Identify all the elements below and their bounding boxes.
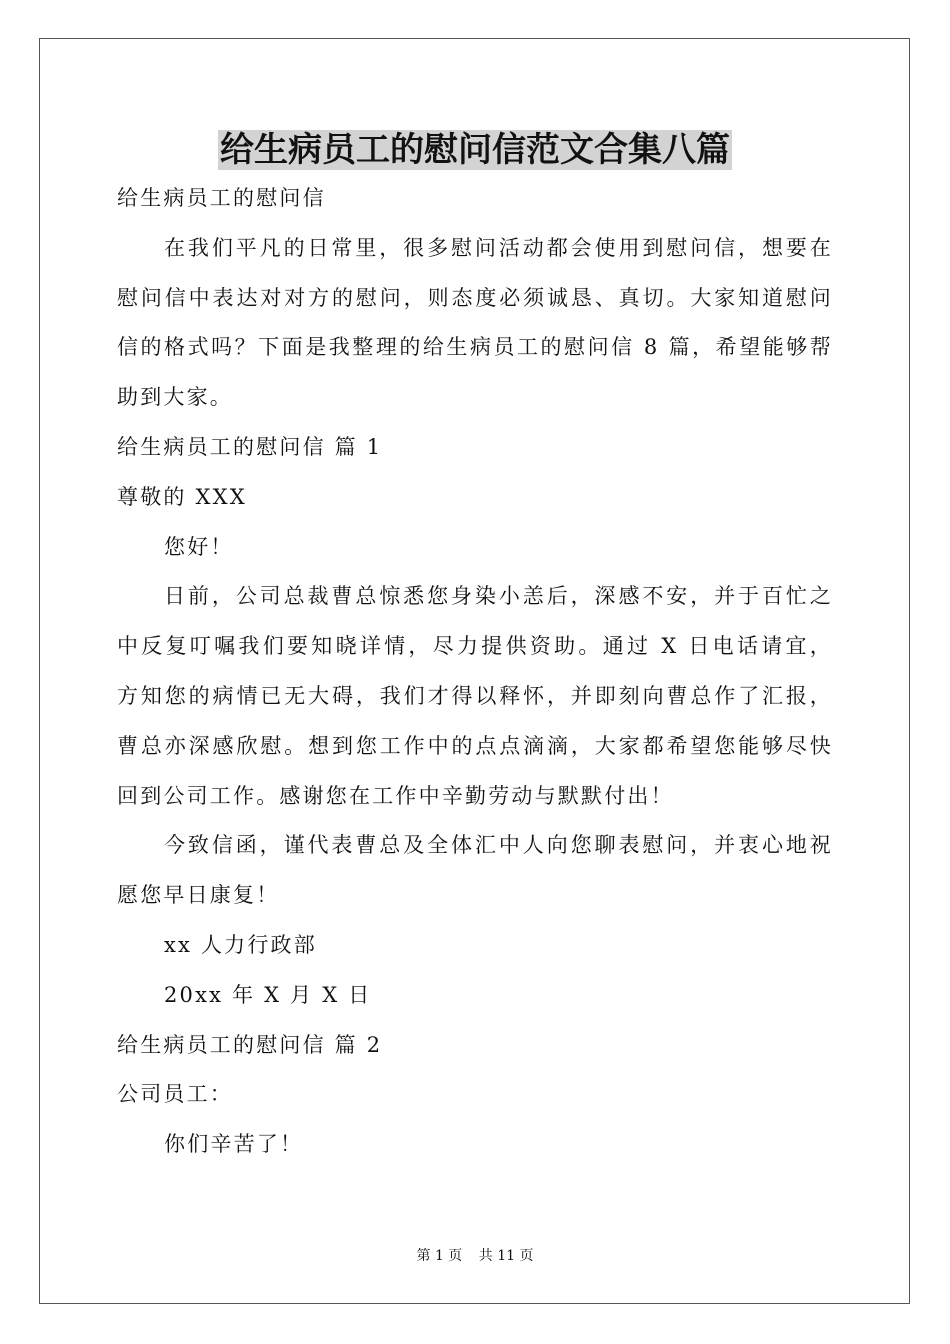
section-heading: 给生病员工的慰问信 篇 2 bbox=[117, 1032, 383, 1057]
body-line: 方知您的病情已无大碍，我们才得以释怀，并即刻向曹总作了汇报， bbox=[117, 683, 833, 708]
document-title-text: 给生病员工的慰问信范文合集八篇 bbox=[220, 130, 730, 170]
section-heading: 给生病员工的慰问信 篇 1 bbox=[117, 434, 383, 459]
body-line: 曹总亦深感欣慰。想到您工作中的点点滴滴，大家都希望您能够尽快 bbox=[117, 733, 833, 758]
body-line: 中反复叮嘱我们要知晓详情，尽力提供资助。通过 X 日电话请宜， bbox=[117, 634, 833, 659]
greeting: 您好！ bbox=[164, 534, 234, 559]
body-line: 回到公司工作。感谢您在工作中辛勤劳动与默默付出！ bbox=[117, 783, 674, 808]
body-line: 在我们平凡的日常里，很多慰问活动都会使用到慰问信，想要在 bbox=[164, 235, 833, 260]
page-number-total: 共 11 页 bbox=[478, 1248, 534, 1264]
page-number-current: 第 1 页 bbox=[416, 1248, 463, 1264]
body-line: 愿您早日康复！ bbox=[117, 883, 280, 908]
salutation: 尊敬的 XXX bbox=[117, 484, 247, 509]
salutation: 公司员工： bbox=[117, 1082, 233, 1107]
body-line: 助到大家。 bbox=[117, 385, 233, 410]
document-body bbox=[117, 174, 833, 1170]
page-footer bbox=[0, 1246, 950, 1266]
body-line: 日前，公司总裁曹总惊悉您身染小恙后，深感不安，并于百忙之 bbox=[164, 584, 833, 609]
body-line: 今致信函，谨代表曹总及全体汇中人向您聊表慰问，并衷心地祝 bbox=[164, 833, 833, 858]
body-line: 给生病员工的慰问信 bbox=[117, 186, 326, 210]
signature-department: xx 人力行政部 bbox=[164, 932, 317, 957]
greeting: 你们辛苦了！ bbox=[164, 1132, 304, 1157]
body-line: 信的格式吗？下面是我整理的给生病员工的慰问信 8 篇，希望能够帮 bbox=[117, 335, 833, 360]
signature-date: 20xx 年 X 月 X 日 bbox=[164, 982, 372, 1007]
body-line: 慰问信中表达对对方的慰问，则态度必须诚恳、真切。大家知道慰问 bbox=[117, 285, 833, 310]
document-title bbox=[0, 128, 950, 172]
